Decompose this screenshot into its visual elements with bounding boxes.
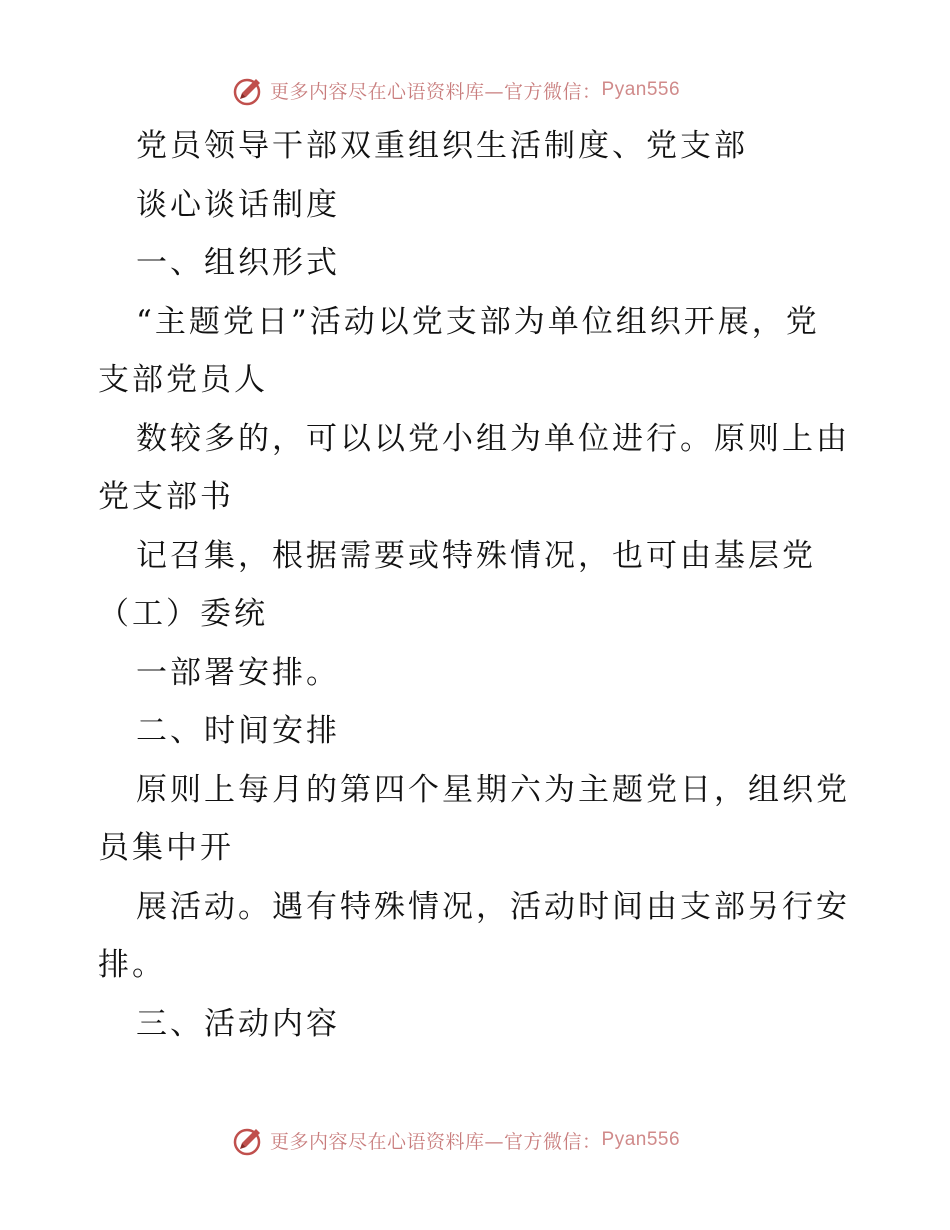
pen-logo-icon [232,73,266,107]
section-heading-1: 一、组织形式 [136,245,340,281]
paragraph-line: 展活动。遇有特殊情况，活动时间由支部另行安 [136,888,850,925]
paragraph-line: 原则上每月的第四个星期六为主题党日，组织党 [136,771,850,808]
paragraph-line: （工）委统 [98,596,268,632]
paragraph-line: “主题党日”活动以党支部为单位组织开展，党 [136,303,820,340]
paragraph-line: 支部党员人 [98,362,268,398]
paragraph-line: 员集中开 [98,830,234,866]
paragraph-line: 党支部书 [98,479,234,515]
watermark-text: 更多内容尽在心语资料库—官方微信： [270,1130,602,1153]
watermark-text: 更多内容尽在心语资料库—官方微信： [270,80,602,103]
watermark-wechat-id: Pyan556 [601,1129,681,1150]
paragraph-line: 一部署安排。 [136,654,340,691]
footer-watermark [232,1120,732,1160]
doc-title-line-1: 党员领导干部双重组织生活制度、党支部 [136,128,748,164]
watermark-wechat-id: Pyan556 [601,79,681,100]
header-watermark [232,70,732,110]
paragraph-line: 记召集，根据需要或特殊情况，也可由基层党 [136,537,816,574]
document-body [98,117,858,1053]
paragraph-line: 排。 [98,947,166,983]
pen-logo-icon [232,1123,266,1157]
section-heading-2: 二、时间安排 [136,713,340,749]
paragraph-line: 数较多的，可以以党小组为单位进行。原则上由 [136,420,850,457]
section-heading-3: 三、活动内容 [136,1005,340,1042]
doc-title-line-2: 谈心谈话制度 [136,186,340,223]
